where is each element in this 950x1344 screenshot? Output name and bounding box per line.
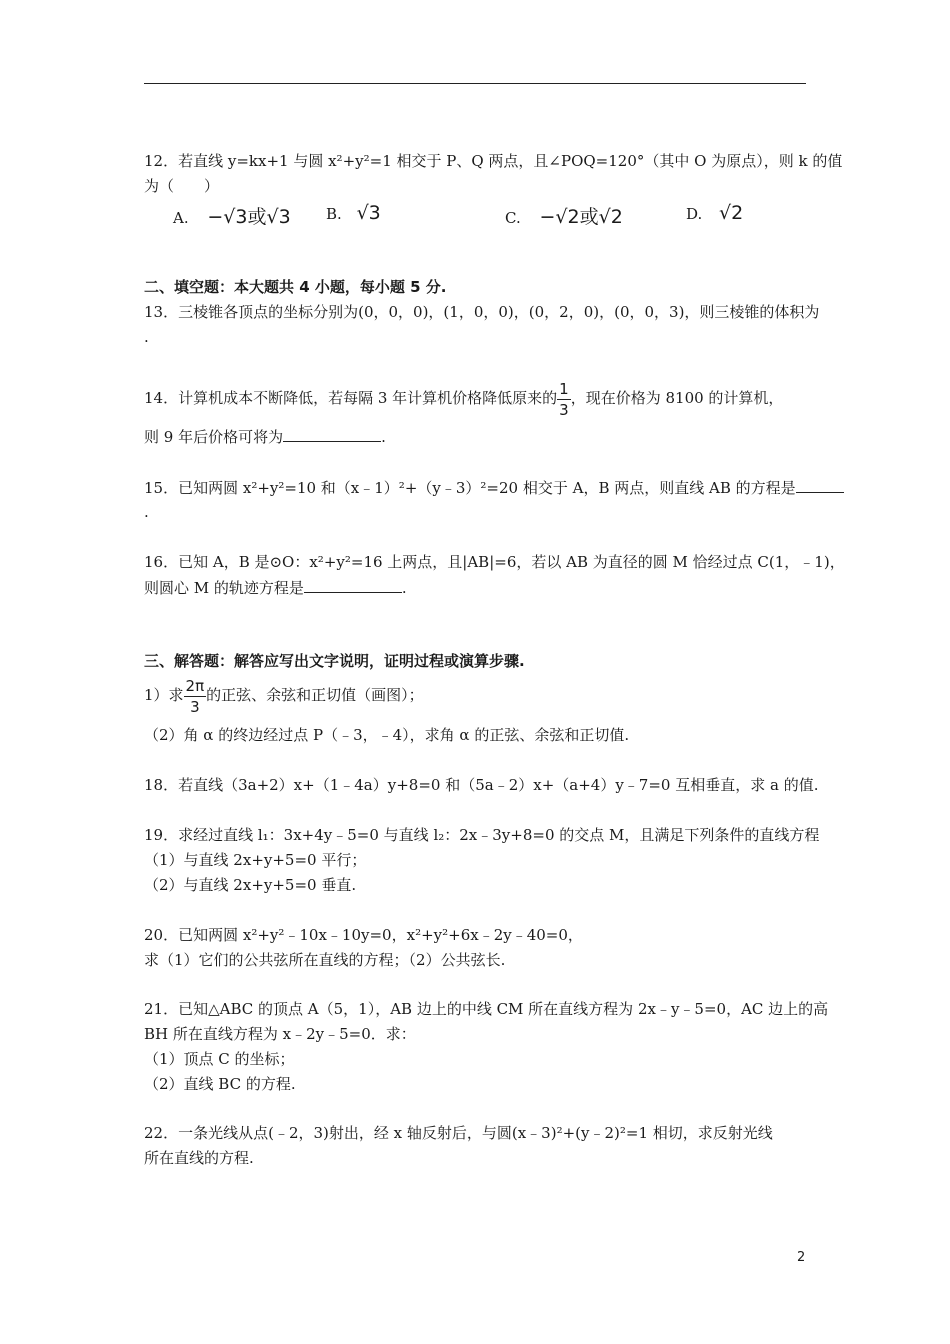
q15-line1	[144, 478, 844, 497]
q17-line1	[144, 673, 424, 717]
section3-heading: 三、解答题：解答应写出文字说明，证明过程或演算步骤.	[144, 652, 525, 670]
q16-answer-blank[interactable]	[304, 578, 402, 593]
option-a-label: A.	[173, 209, 189, 227]
q14-line2-text: 则 9 年后价格可将为	[144, 428, 284, 446]
option-b-value: √3	[356, 202, 381, 224]
q14-line2-end: .	[381, 428, 386, 446]
q13-line1: 13．三棱锥各顶点的坐标分别为(0，0，0)，(1，0，0)，(0，2，0)，(0，0，3)，则三棱锥的体积为	[144, 303, 820, 321]
q14-text-post: ，现在价格为 8100 的计算机，	[570, 389, 784, 407]
q13-line2: .	[144, 328, 149, 346]
q17-text-post: 的正弦、余弦和正切值（画图）；	[206, 686, 424, 704]
q17-frac-denominator: 3	[190, 697, 200, 716]
q19-line3: （2）与直线 2x+y+5=0 垂直.	[144, 876, 357, 894]
q14-answer-blank[interactable]	[283, 427, 381, 442]
q22-line2: 所在直线的方程.	[144, 1149, 254, 1167]
q12-line2: 为（ ）	[144, 177, 220, 195]
option-a-value: −√3或√3	[207, 206, 291, 228]
q12-option-d	[686, 202, 743, 224]
q17-fraction	[184, 676, 207, 717]
q16-line2	[144, 578, 407, 597]
q18-line: 18．若直线（3a+2）x+（1﹣4a）y+8=0 和（5a﹣2）x+（a+4）y﹣7=0 互相垂直，求 a 的值.	[144, 776, 819, 794]
option-d-label: D.	[686, 205, 703, 223]
q14-line2	[144, 427, 386, 446]
q21-line1: 21．已知△ABC 的顶点 A（5，1），AB 边上的中线 CM 所在直线方程为 2x﹣y﹣5=0，AC 边上的高	[144, 1000, 829, 1018]
q14-text-pre: 14．计算机成本不断降低，若每隔 3 年计算机价格降低原来的	[144, 389, 558, 407]
q20-line1: 20．已知两圆 x²+y²﹣10x﹣10y=0，x²+y²+6x﹣2y﹣40=0，	[144, 926, 583, 944]
q12-option-c	[505, 202, 623, 229]
q16-line2-text: 则圆心 M 的轨迹方程是	[144, 579, 304, 597]
header-rule	[144, 83, 806, 84]
q15-line1-text: 15．已知两圆 x²+y²=10 和（x﹣1）²+（y﹣3）²=20 相交于 A，B 两点，则直线 AB 的方程是	[144, 479, 796, 497]
q12-option-b	[326, 202, 381, 224]
q14-fraction	[557, 379, 571, 420]
q21-line4: （2）直线 BC 的方程.	[144, 1075, 296, 1093]
q15-line2: .	[144, 503, 149, 521]
q12-option-a	[173, 202, 291, 229]
option-c-value: −√2或√2	[539, 206, 623, 228]
option-d-value: √2	[719, 202, 744, 224]
q19-line2: （1）与直线 2x+y+5=0 平行；	[144, 851, 367, 869]
q16-line2-end: .	[401, 579, 407, 597]
q14-line1	[144, 378, 783, 420]
q19-line1: 19．求经过直线 l₁：3x+4y﹣5=0 与直线 l₂：2x﹣3y+8=0 的交点 M，且满足下列条件的直线方程	[144, 826, 820, 844]
q22-line1: 22．一条光线从点(﹣2，3)射出，经 x 轴反射后，与圆(x﹣3)²+(y﹣2)²=1 相切，求反射光线	[144, 1124, 773, 1142]
option-b-label: B.	[326, 205, 342, 223]
q17-frac-numerator: 2π	[185, 676, 205, 695]
q14-frac-denominator: 3	[559, 400, 569, 419]
option-c-label: C.	[505, 209, 521, 227]
q21-line2: BH 所在直线方程为 x﹣2y﹣5=0．求：	[144, 1025, 416, 1043]
q17-line2: （2）角 α 的终边经过点 P（﹣3，﹣4），求角 α 的正弦、余弦和正切值.	[144, 726, 630, 744]
q14-frac-numerator: 1	[559, 379, 569, 398]
q17-text-pre: 1）求	[144, 686, 184, 704]
q15-answer-blank[interactable]	[796, 478, 844, 493]
q16-line1: 16．已知 A，B 是⊙O：x²+y²=16 上两点，且|AB|=6，若以 AB 为直径的圆 M 恰经过点 C(1，﹣1)，	[144, 553, 845, 571]
section2-heading: 二、填空题：本大题共 4 小题，每小题 5 分.	[144, 278, 447, 296]
page-number: 2	[797, 1250, 806, 1265]
q21-line3: （1）顶点 C 的坐标；	[144, 1050, 295, 1068]
q20-line2: 求（1）它们的公共弦所在直线的方程；（2）公共弦长.	[144, 951, 506, 969]
q12-line1: 12．若直线 y=kx+1 与圆 x²+y²=1 相交于 P、Q 两点，且∠POQ=120°（其中 O 为原点），则 k 的值	[144, 152, 843, 170]
